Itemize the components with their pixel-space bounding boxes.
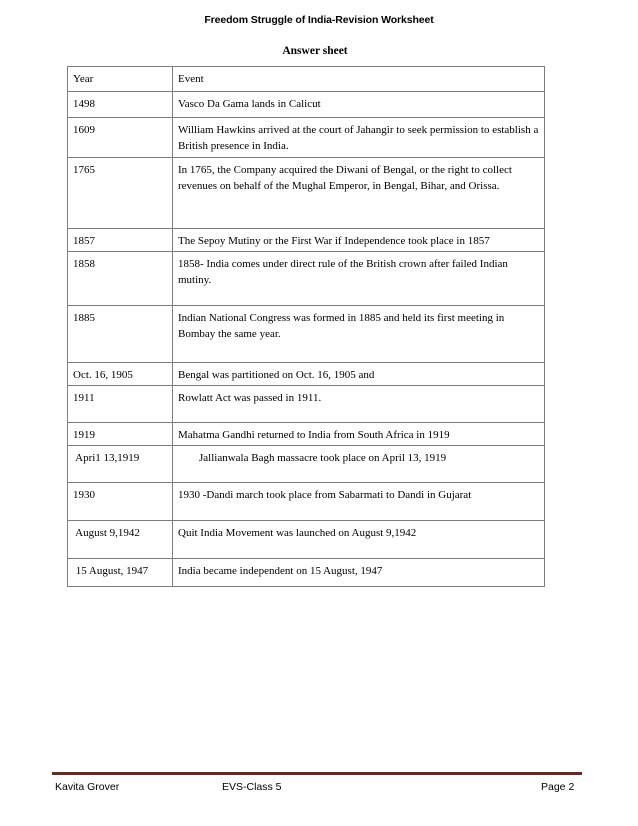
table-row [68, 559, 545, 587]
column-header-event: Event [173, 67, 545, 92]
table-row [68, 306, 545, 363]
table-row [68, 521, 545, 559]
event-cell: William Hawkins arrived at the court of Jahangir to seek permission to establish a British presence in India. [173, 118, 545, 158]
table-row [68, 229, 545, 252]
event-cell: In 1765, the Company acquired the Diwani of Bengal, or the right to collect revenues on behalf of the Mughal Emperor, in Bengal, Bihar, and Orissa. [173, 158, 545, 229]
table-row [68, 446, 545, 483]
table-row [68, 252, 545, 306]
year-cell: Oct. 16, 1905 [68, 363, 173, 386]
year-cell: 1857 [68, 229, 173, 252]
year-cell: 1609 [68, 118, 173, 158]
year-cell: 1765 [68, 158, 173, 229]
table-header-row [68, 67, 545, 92]
table-row [68, 386, 545, 423]
page-header: Freedom Struggle of India-Revision Worksheet [204, 14, 434, 26]
footer-subject: EVS-Class 5 [222, 781, 282, 793]
event-cell: Jallianwala Bagh massacre took place on April 13, 1919 [173, 446, 545, 483]
events-table [67, 66, 545, 587]
year-cell: 15 August, 1947 [68, 559, 173, 587]
event-cell: India became independent on 15 August, 1947 [173, 559, 545, 587]
year-cell: Apri1 13,1919 [68, 446, 173, 483]
event-cell: Quit India Movement was launched on August 9,1942 [173, 521, 545, 559]
event-cell: The Sepoy Mutiny or the First War if Independence took place in 1857 [173, 229, 545, 252]
event-cell: 1930 -Dandi march took place from Sabarmati to Dandi in Gujarat [173, 483, 545, 521]
table-row [68, 483, 545, 521]
table-row [68, 158, 545, 229]
table-row [68, 363, 545, 386]
event-cell: Mahatma Gandhi returned to India from South Africa in 1919 [173, 423, 545, 446]
table-row [68, 92, 545, 118]
event-cell: Bengal was partitioned on Oct. 16, 1905 and [173, 363, 545, 386]
column-header-year: Year [68, 67, 173, 92]
year-cell: August 9,1942 [68, 521, 173, 559]
year-cell: 1885 [68, 306, 173, 363]
footer-divider [52, 772, 582, 775]
year-cell: 1919 [68, 423, 173, 446]
event-cell: Vasco Da Gama lands in Calicut [173, 92, 545, 118]
year-cell: 1930 [68, 483, 173, 521]
footer-page-number: Page 2 [541, 781, 575, 793]
event-cell: Indian National Congress was formed in 1885 and held its first meeting in Bombay the same year. [173, 306, 545, 363]
event-cell: 1858- India comes under direct rule of the British crown after failed Indian mutiny. [173, 252, 545, 306]
footer-author: Kavita Grover [55, 781, 120, 793]
table-row [68, 423, 545, 446]
year-cell: 1498 [68, 92, 173, 118]
year-cell: 1911 [68, 386, 173, 423]
event-cell: Rowlatt Act was passed in 1911. [173, 386, 545, 423]
sheet-title: Answer sheet [282, 45, 348, 57]
year-cell: 1858 [68, 252, 173, 306]
table-row [68, 118, 545, 158]
